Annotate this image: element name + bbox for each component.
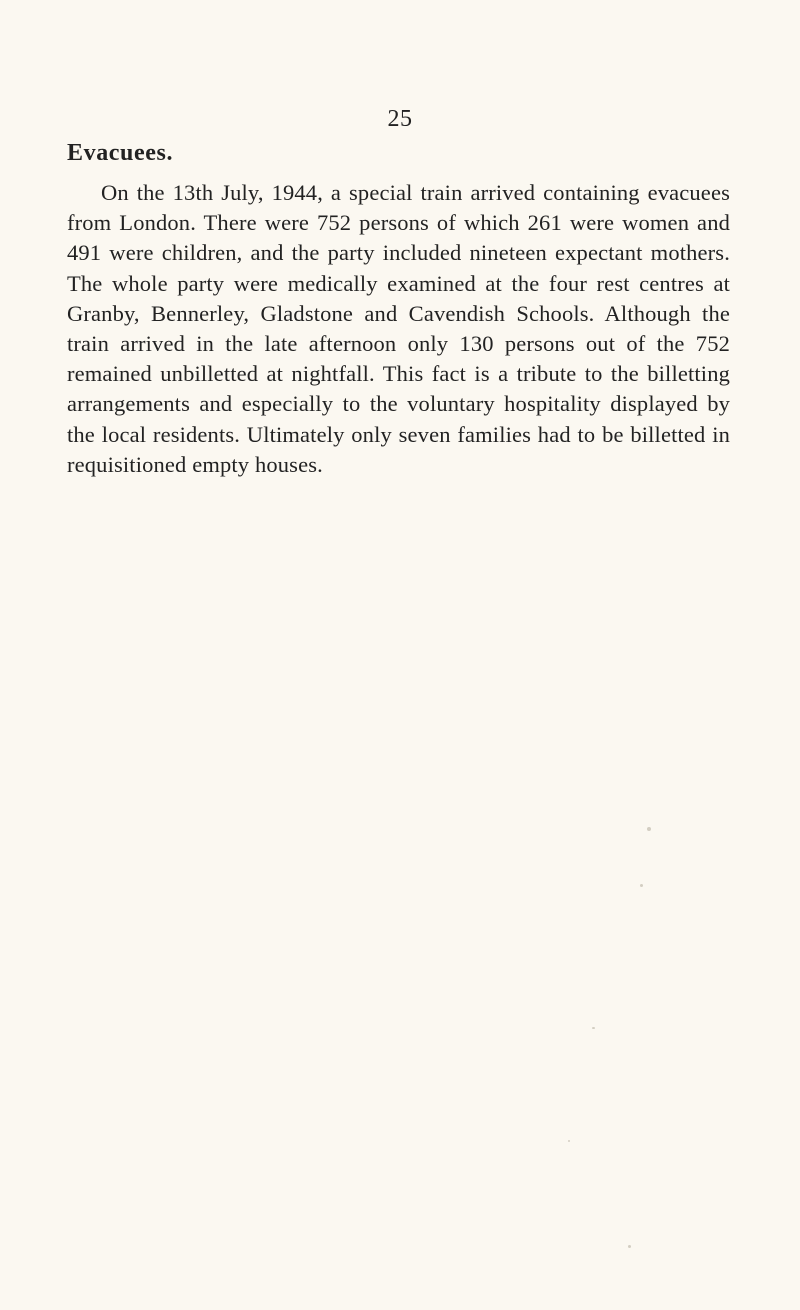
paper-speck [628,1245,631,1248]
section-heading: Evacuees. [67,140,174,166]
body-paragraph: On the 13th July, 1944, a special train arrived containing evacuees from London. There were 752 persons of which 261 were women and 491 were children, and the party included nineteen expectant mothers. The whole party were medically examined at the four rest centres at Granby, Bennerley, Gladstone and Cavendish Schools. Although the train arrived in the late afternoon only 130 persons out of the 752 remained unbilletted at nightfall. This fact is a tribute to the billetting arrangements and especially to the voluntary hospitality displayed by the local residents. Ultimately only seven families had to be billetted in requisitioned empty houses. [67,180,730,477]
paper-speck [640,884,643,887]
paper-speck [647,827,651,831]
page-number: 25 [387,106,413,132]
paper-speck [592,1027,595,1029]
paper-speck [568,1140,570,1142]
